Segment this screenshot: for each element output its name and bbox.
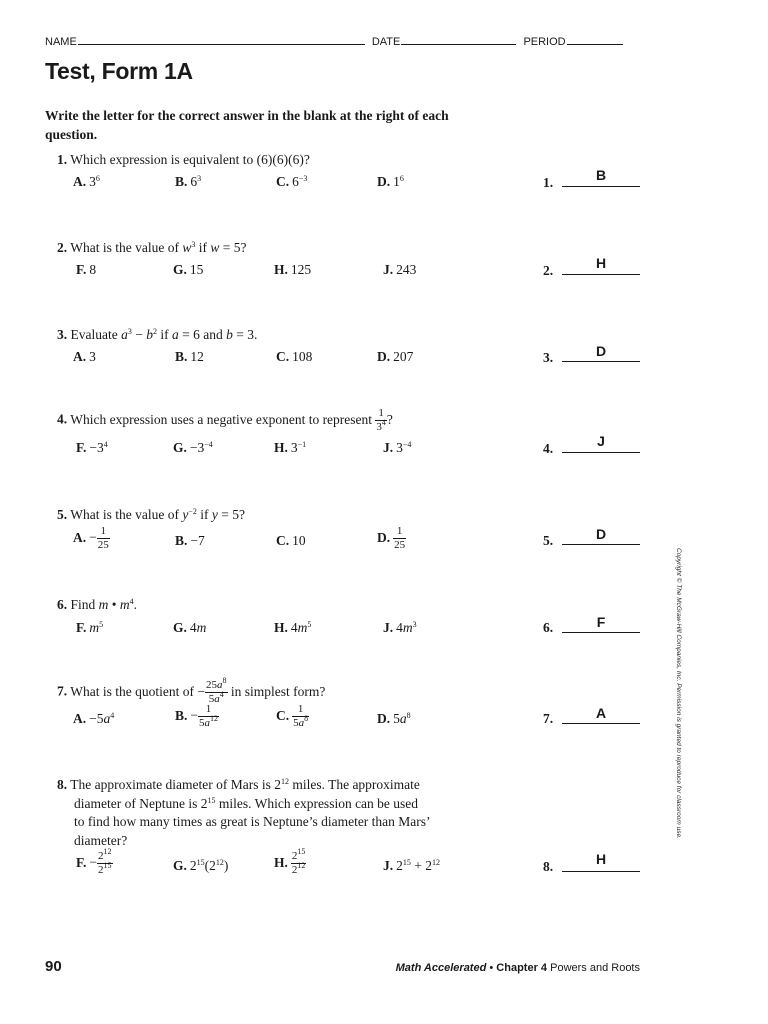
question-number: 4. bbox=[57, 411, 68, 427]
answer-number-2: 2. bbox=[543, 263, 554, 278]
question-6 bbox=[57, 597, 137, 613]
option-4f[interactable]: F. $-3^4$ bbox=[76, 440, 108, 455]
option-7c[interactable]: C. $\frac{1}{5a^8}$ bbox=[276, 703, 309, 729]
answer-value-5: D bbox=[595, 526, 607, 542]
question-7 bbox=[57, 676, 326, 705]
student-info-header bbox=[45, 33, 645, 48]
question-number: 1. bbox=[57, 152, 68, 167]
question-number: 3. bbox=[57, 327, 68, 342]
chapter-label: Chapter 4 bbox=[496, 962, 548, 974]
chapter-title: Powers and Roots bbox=[550, 962, 640, 974]
answer-number-4: 4. bbox=[543, 441, 554, 456]
option-8j[interactable]: J. $2^{15} + 2^{12}$ bbox=[383, 858, 440, 873]
option-6f[interactable]: F. $m^5$ bbox=[76, 620, 104, 635]
option-5b[interactable]: B. −7 bbox=[175, 533, 205, 548]
option-1c[interactable]: C. $6^{-3}$ bbox=[276, 174, 308, 189]
instructions: Write the letter for the correct answer in the blank at the right of each question. bbox=[45, 108, 449, 142]
date-label: DATE bbox=[371, 36, 401, 48]
option-3d[interactable]: D. 207 bbox=[377, 349, 414, 364]
answer-number-6: 6. bbox=[543, 620, 554, 635]
option-6h[interactable]: H. $4m^5$ bbox=[274, 620, 312, 635]
option-1b[interactable]: B. $6^3$ bbox=[175, 174, 202, 189]
copyright-notice: Copyright © The McGraw-Hill Companies, Inc. Permission is granted to reproduce for classroom use. bbox=[675, 548, 682, 839]
name-label: NAME bbox=[45, 36, 77, 48]
answer-number-8: 8. bbox=[543, 859, 554, 874]
footer-bullet: • bbox=[489, 962, 494, 974]
option-3a[interactable]: A. 3 bbox=[73, 349, 96, 364]
question-text: Which expression is equivalent to (6)(6)(6)? bbox=[70, 152, 310, 167]
answer-number-1: 1. bbox=[543, 175, 554, 190]
question-text-line-3: to find how many times as great is Neptune’s diameter than Mars’ bbox=[74, 814, 431, 829]
answer-blank-1[interactable] bbox=[562, 186, 640, 187]
option-8f[interactable]: F. − $\frac{2^{12}}{2^{15}}$ bbox=[76, 847, 112, 876]
question-3 bbox=[57, 327, 257, 343]
option-4h[interactable]: H. $3^{-1}$ bbox=[274, 440, 307, 455]
option-5c[interactable]: C. 10 bbox=[276, 533, 306, 548]
question-text: What is the quotient of − $\frac{25a^8}{5a^4}$ in simplest form? bbox=[70, 676, 326, 705]
question-text: What is the value of $y^{-2}$ if y = 5? bbox=[70, 507, 245, 522]
name-blank[interactable] bbox=[78, 33, 365, 45]
option-3b[interactable]: B. 12 bbox=[175, 349, 204, 364]
answer-blank-8[interactable] bbox=[562, 871, 640, 872]
answer-blank-5[interactable] bbox=[562, 544, 640, 545]
answer-value-7: A bbox=[595, 705, 607, 721]
question-number: 8. bbox=[57, 777, 68, 792]
period-blank[interactable] bbox=[567, 33, 623, 45]
answer-number-7: 7. bbox=[543, 711, 554, 726]
option-4j[interactable]: J. $3^{-4}$ bbox=[383, 440, 412, 455]
question-text: Evaluate $a^3 - b^2$ if a = 6 and b = 3. bbox=[70, 327, 258, 342]
option-2j[interactable]: J. 243 bbox=[383, 262, 417, 277]
question-8 bbox=[57, 776, 431, 850]
question-number: 5. bbox=[57, 507, 68, 522]
option-2h[interactable]: H. 125 bbox=[274, 262, 312, 277]
date-blank[interactable] bbox=[401, 33, 516, 45]
option-1a[interactable]: A. $3^6$ bbox=[73, 174, 100, 189]
answer-blank-3[interactable] bbox=[562, 361, 640, 362]
option-1d[interactable]: D. $1^6$ bbox=[377, 174, 404, 189]
option-6g[interactable]: G. 4m bbox=[173, 620, 207, 635]
option-2f[interactable]: F. 8 bbox=[76, 262, 97, 277]
option-8h[interactable]: H. $\frac{2^{15}}{2^{12}}$ bbox=[274, 847, 306, 876]
option-7a[interactable]: A. $-5a^4$ bbox=[73, 711, 115, 726]
question-4 bbox=[57, 408, 393, 433]
answer-number-3: 3. bbox=[543, 350, 554, 365]
period-label: PERIOD bbox=[523, 36, 566, 48]
question-text: Find m • $m^4$. bbox=[70, 597, 137, 612]
option-3c[interactable]: C. 108 bbox=[276, 349, 313, 364]
answer-value-1: B bbox=[595, 167, 607, 183]
question-text-line-2: diameter of Neptune is $2^{15}$ miles. Which expression can be used bbox=[74, 795, 419, 811]
option-7d[interactable]: D. $5a^8$ bbox=[377, 711, 411, 726]
fraction: $\frac{1}{3^4}$ bbox=[376, 407, 386, 433]
option-6j[interactable]: J. $4m^3$ bbox=[383, 620, 417, 635]
question-2 bbox=[57, 240, 247, 256]
page-title: Test, Form 1A bbox=[45, 58, 193, 84]
answer-blank-6[interactable] bbox=[562, 632, 640, 633]
page-number: 90 bbox=[45, 958, 62, 975]
question-text: What is the value of $w^3$ if w = 5? bbox=[70, 240, 247, 255]
option-5a[interactable]: A. − $\frac{1}{25}$ bbox=[73, 525, 109, 551]
question-1 bbox=[57, 152, 310, 168]
option-4g[interactable]: G. $-3^{-4}$ bbox=[173, 440, 213, 455]
question-text: The approximate diameter of Mars is $2^{12}$ miles. The approximate bbox=[70, 777, 420, 792]
answer-value-6: F bbox=[596, 614, 606, 630]
answer-value-2: H bbox=[595, 255, 607, 271]
option-7b[interactable]: B. − $\frac{1}{5a^{12}}$ bbox=[175, 703, 219, 729]
answer-blank-2[interactable] bbox=[562, 274, 640, 275]
option-5d[interactable]: D. $\frac{1}{25}$ bbox=[377, 525, 406, 551]
option-2g[interactable]: G. 15 bbox=[173, 262, 204, 277]
answer-blank-7[interactable] bbox=[562, 723, 640, 724]
question-number: 6. bbox=[57, 597, 68, 612]
fraction: $\frac{25a^8}{5a^4}$ bbox=[206, 676, 227, 705]
option-8g[interactable]: G. $2^{15}(2^{12})$ bbox=[173, 858, 229, 873]
answer-value-3: D bbox=[595, 343, 607, 359]
question-number: 2. bbox=[57, 240, 68, 255]
question-text: Which expression uses a negative exponent to represent $\frac{1}{3^4}$ ? bbox=[70, 407, 393, 433]
book-title: Math Accelerated bbox=[395, 962, 487, 974]
question-5 bbox=[57, 507, 245, 523]
answer-blank-4[interactable] bbox=[562, 452, 640, 453]
answer-value-4: J bbox=[597, 433, 605, 449]
footer-chapter-info bbox=[382, 962, 640, 974]
question-text-line-4: diameter? bbox=[74, 832, 128, 848]
answer-number-5: 5. bbox=[543, 533, 554, 548]
question-number: 7. bbox=[57, 683, 68, 699]
answer-value-8: H bbox=[595, 851, 607, 867]
